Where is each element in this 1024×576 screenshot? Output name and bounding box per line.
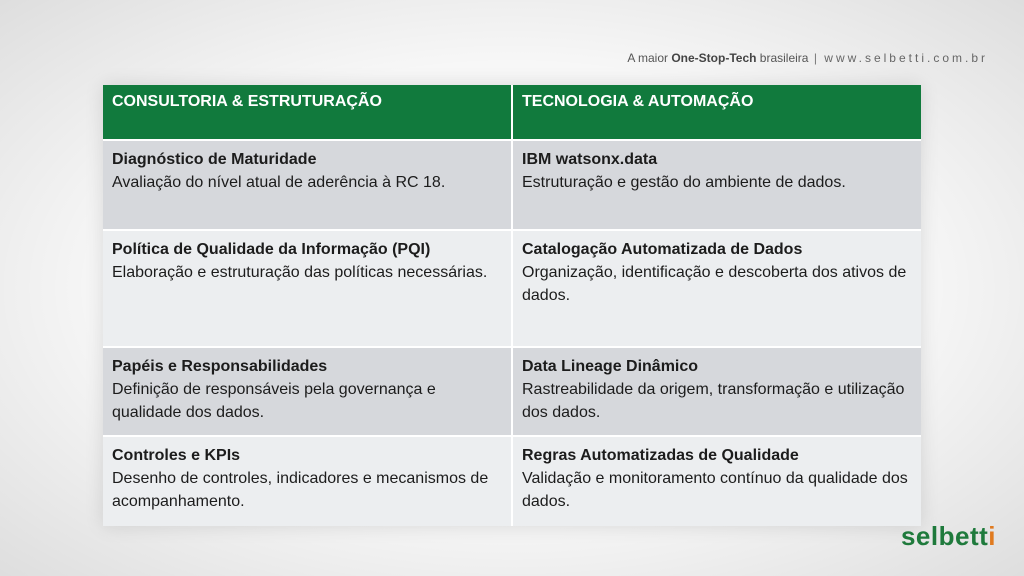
brand-tagline (627, 51, 988, 65)
cell-title: Política de Qualidade da Informação (PQI) (112, 241, 431, 258)
cell-description: Definição de responsáveis pela governança e qualidade dos dados. (112, 381, 436, 421)
selbetti-logo (901, 521, 996, 552)
table-cell (512, 230, 921, 347)
table-cell (103, 436, 512, 526)
tagline-suffix: brasileira (756, 51, 809, 65)
table-cell (512, 140, 921, 230)
table-cell (103, 140, 512, 230)
cell-title: Papéis e Responsabilidades (112, 358, 328, 375)
table-cell (103, 230, 512, 347)
table-cell (512, 347, 921, 436)
cell-description: Organização, identificação e descoberta dos ativos de dados. (522, 264, 907, 304)
tagline-prefix: A maior (627, 51, 672, 65)
column-header-tecnologia: TECNOLOGIA & AUTOMAÇÃO (512, 85, 921, 140)
logo-text: selbett (900, 521, 989, 551)
table-cell (512, 436, 921, 526)
services-table-container (103, 85, 921, 526)
cell-title: Catalogação Automatizada de Dados (522, 241, 803, 258)
table-row (103, 230, 921, 347)
table-header-row (103, 85, 921, 140)
cell-description: Estruturação e gestão do ambiente de dados. (522, 174, 846, 191)
cell-description: Elaboração e estruturação das políticas necessárias. (112, 264, 488, 281)
cell-title: Diagnóstico de Maturidade (112, 151, 317, 168)
tagline-bold: One-Stop-Tech (671, 51, 757, 65)
cell-title: IBM watsonx.data (522, 151, 658, 168)
logo-accent-text: i (988, 521, 996, 551)
cell-description: Validação e monitoramento contínuo da qualidade dos dados. (522, 470, 908, 510)
tagline-separator: | (813, 51, 817, 65)
table-row (103, 436, 921, 526)
cell-title: Data Lineage Dinâmico (522, 358, 699, 375)
cell-description: Desenho de controles, indicadores e mecanismos de acompanhamento. (112, 470, 489, 510)
cell-title: Controles e KPIs (112, 447, 241, 464)
cell-description: Rastreabilidade da origem, transformação e utilização dos dados. (522, 381, 905, 421)
website-link[interactable]: www.selbetti.com.br (824, 51, 988, 65)
table-row (103, 347, 921, 436)
table-row (103, 140, 921, 230)
cell-title: Regras Automatizadas de Qualidade (522, 447, 799, 464)
column-header-consultoria: CONSULTORIA & ESTRUTURAÇÃO (103, 85, 512, 140)
services-table (103, 85, 921, 526)
cell-description: Avaliação do nível atual de aderência à RC 18. (112, 174, 446, 191)
table-cell (103, 347, 512, 436)
